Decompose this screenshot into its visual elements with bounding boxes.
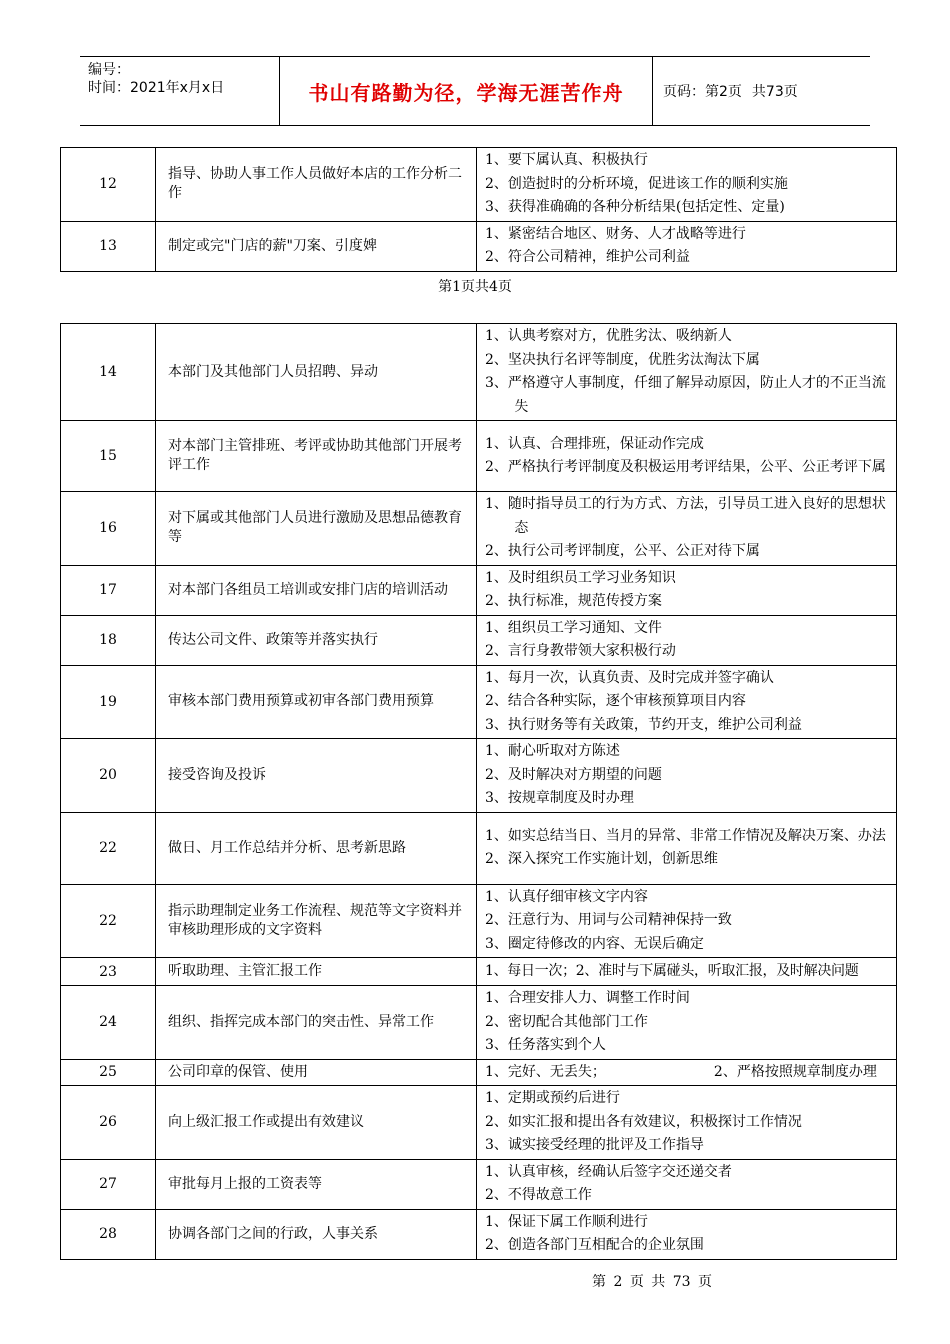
row-number: 26	[61, 1086, 156, 1160]
requirement-item: 2、结合各种实际，逐个审核预算项目内容	[485, 693, 746, 709]
page-total: 共73页	[751, 84, 798, 100]
duty-description: 传达公司文件、政策等并落实执行	[156, 615, 477, 665]
requirement-item: 2、深入探究工作实施计划，创新思维	[485, 851, 718, 867]
requirement-item: 3、诚实接受经理的批评及工作指导	[485, 1137, 704, 1153]
duty-requirements	[477, 1159, 897, 1209]
duty-requirements	[477, 148, 897, 222]
duty-requirements	[477, 615, 897, 665]
table-row	[61, 148, 897, 222]
requirement-item: 2、创造各部门互相配合的企业氛围	[485, 1237, 704, 1253]
table-row	[61, 739, 897, 813]
duty-table-main	[60, 323, 897, 1260]
duty-requirements	[477, 1209, 897, 1259]
requirement-item: 1、如实总结当日、当月的异常、非常工作情况及解决万案、办法	[485, 827, 886, 844]
table-row	[61, 1159, 897, 1209]
duty-description: 对本部门各组员工培训或安排门店的培训活动	[156, 565, 477, 615]
requirement-item: 3、圈定待修改的内容、无误后确定	[485, 935, 704, 952]
duty-requirements	[477, 421, 897, 492]
duty-description: 指导、协助人事工作人员做好本店的工作分析二作	[156, 148, 477, 222]
header-page-code	[653, 57, 870, 125]
row-number: 23	[61, 958, 156, 986]
requirement-item: 2、及时解决对方期望的问题	[485, 766, 662, 783]
duty-requirements	[477, 1086, 897, 1160]
requirement-item: 2、不得故意工作	[485, 1187, 592, 1203]
header-motto: 书山有路勤为径，学海无涯苦作舟	[280, 57, 653, 125]
duty-description: 做日、月工作总结并分析、思考新思路	[156, 812, 477, 884]
duty-description: 指示助理制定业务工作流程、规范等文字资料并审核助理形成的文字资料	[156, 884, 477, 958]
row-number: 22	[61, 884, 156, 958]
duty-description: 审核本部门费用预算或初审各部门费用预算	[156, 665, 477, 739]
row-number: 19	[61, 665, 156, 739]
row-number: 24	[61, 986, 156, 1060]
duty-requirements	[477, 565, 897, 615]
requirement-item: 1、认真、合理排班，保证动作完成	[485, 435, 704, 452]
row-number: 20	[61, 739, 156, 813]
row-number: 18	[61, 615, 156, 665]
table-row	[61, 665, 897, 739]
requirement-item: 2、创造挝时的分析环境，促进该工作的顺利实施	[485, 175, 788, 192]
requirement-item: 1、每日一次；2、准时与下属碰头，听取汇报，及时解决问题	[485, 962, 859, 979]
duty-description: 对本部门主管排班、考评或协助其他部门开展考评工作	[156, 421, 477, 492]
requirement-item: 3、按规章制度及时办理	[485, 790, 634, 806]
duty-description: 听取助理、主管汇报工作	[156, 958, 477, 986]
requirement-item: 2、执行标准，规范传授方案	[485, 593, 662, 609]
row-number: 12	[61, 148, 156, 222]
row-number: 22	[61, 812, 156, 884]
requirement-item: 1、每月一次，认真负责、及时完成并签字确认	[485, 669, 774, 686]
header-meta	[80, 57, 280, 125]
duty-requirements	[477, 986, 897, 1060]
row-number: 27	[61, 1159, 156, 1209]
requirement-item: 3、严格遵守人事制度，仟细了解异动原因，防止人才的不正当流失	[485, 375, 886, 415]
page-code: 页码：第2页	[663, 84, 742, 100]
requirement-item: 2、坚决执行名评等制度，优胜劣汰淘汰下属	[485, 351, 760, 368]
table-row	[61, 812, 897, 884]
table-row	[61, 421, 897, 492]
requirement-item: 3、任务落实到个人	[485, 1037, 606, 1053]
page-footer: 第 2 页 共 73 页	[592, 1274, 712, 1290]
requirement-item: 2、言行身教带领大家积极行动	[485, 643, 676, 659]
requirement-item: 2、如实汇报和提出各有效建议，积极探讨工作情况	[485, 1113, 802, 1130]
requirement-item: 2、严格执行考评制度及积极运用考评结果，公平、公正考评下属	[485, 459, 886, 475]
table-row	[61, 492, 897, 566]
requirement-item: 3、执行财务等有关政策，节约开支，维护公司利益	[485, 716, 802, 733]
row-number: 14	[61, 324, 156, 421]
row-number: 17	[61, 565, 156, 615]
requirement-item: 1、要下属认真、积极执行	[485, 152, 648, 168]
page-header	[80, 56, 870, 126]
duty-requirements	[477, 665, 897, 739]
row-number: 15	[61, 421, 156, 492]
table-row	[61, 565, 897, 615]
requirement-item: 1、紧密结合地区、财务、人才战略等进行	[485, 225, 746, 242]
duty-requirements	[477, 884, 897, 958]
duty-requirements	[477, 324, 897, 421]
duty-table-top	[60, 147, 897, 272]
requirement-item: 1、定期或预约后进行	[485, 1090, 620, 1106]
requirement-item: 1、组织员工学习通知、文件	[485, 619, 662, 636]
table-row	[61, 986, 897, 1060]
duty-requirements	[477, 812, 897, 884]
requirement-item: 2、汪意行为、用词与公司精神保持一致	[485, 912, 732, 928]
row-number: 28	[61, 1209, 156, 1259]
requirement-item: 2、符合公司精神，维护公司利益	[485, 249, 690, 265]
requirement-item: 1、保证下属工作顺利进行	[485, 1213, 648, 1230]
requirement-item: 2、执行公司考评制度，公平、公正对待下属	[485, 543, 760, 559]
requirement-item: 2、密切配合其他部门工作	[485, 1013, 648, 1030]
table-row	[61, 1209, 897, 1259]
requirement-item: 1、及时组织员工学习业务知识	[485, 569, 676, 586]
requirement-item: 1、耐心听取对方陈述	[485, 743, 620, 759]
requirement-item: 3、获得准确确的各种分析结果(包括定性、定量)	[485, 199, 785, 215]
table-row	[61, 615, 897, 665]
duty-description: 制定或完"门店的薪"刀案、引度婢	[156, 221, 477, 271]
requirement-item: 1、合理安排人力、调整工作时间	[485, 990, 690, 1006]
duty-description: 审批每月上报的工资表等	[156, 1159, 477, 1209]
row-number: 13	[61, 221, 156, 271]
duty-requirements	[477, 1059, 897, 1086]
requirement-item: 2、严格按照规章制度办理	[713, 1063, 877, 1080]
duty-requirements	[477, 221, 897, 271]
table-row	[61, 324, 897, 421]
duty-description: 协调各部门之间的行政，人事关系	[156, 1209, 477, 1259]
requirement-item: 1、认典考察对方，优胜劣汰、吸纳新人	[485, 328, 732, 344]
duty-requirements	[477, 739, 897, 813]
requirement-item: 1、完好、无丢失；	[485, 1063, 606, 1080]
requirement-item: 1、随时指导员工的行为方式、方法，引导员工进入良好的思想状态	[485, 496, 886, 536]
document-number-label: 编号：	[88, 62, 130, 78]
row-number: 16	[61, 492, 156, 566]
table-row	[61, 958, 897, 986]
duty-requirements	[477, 492, 897, 566]
duty-description: 向上级汇报工作或提出有效建议	[156, 1086, 477, 1160]
table-row	[61, 1059, 897, 1086]
row-number: 25	[61, 1059, 156, 1086]
duty-requirements	[477, 958, 897, 986]
inner-page-caption: 第1页共4页	[438, 279, 512, 295]
document-time: 时间：2021年x月x日	[88, 80, 225, 96]
table-row	[61, 221, 897, 271]
requirement-item: 1、认真审核，经确认后签字交还递交者	[485, 1163, 732, 1180]
table-row	[61, 1086, 897, 1160]
duty-description: 组织、指挥完成本部门的突击性、异常工作	[156, 986, 477, 1060]
duty-description: 接受咨询及投诉	[156, 739, 477, 813]
duty-description: 对下属或其他部门人员进行激励及思想品德教育等	[156, 492, 477, 566]
duty-description: 公司印章的保管、使用	[156, 1059, 477, 1086]
duty-description: 本部门及其他部门人员招聘、异动	[156, 324, 477, 421]
table-row	[61, 884, 897, 958]
requirement-item: 1、认真仔细审核文字内容	[485, 888, 648, 905]
